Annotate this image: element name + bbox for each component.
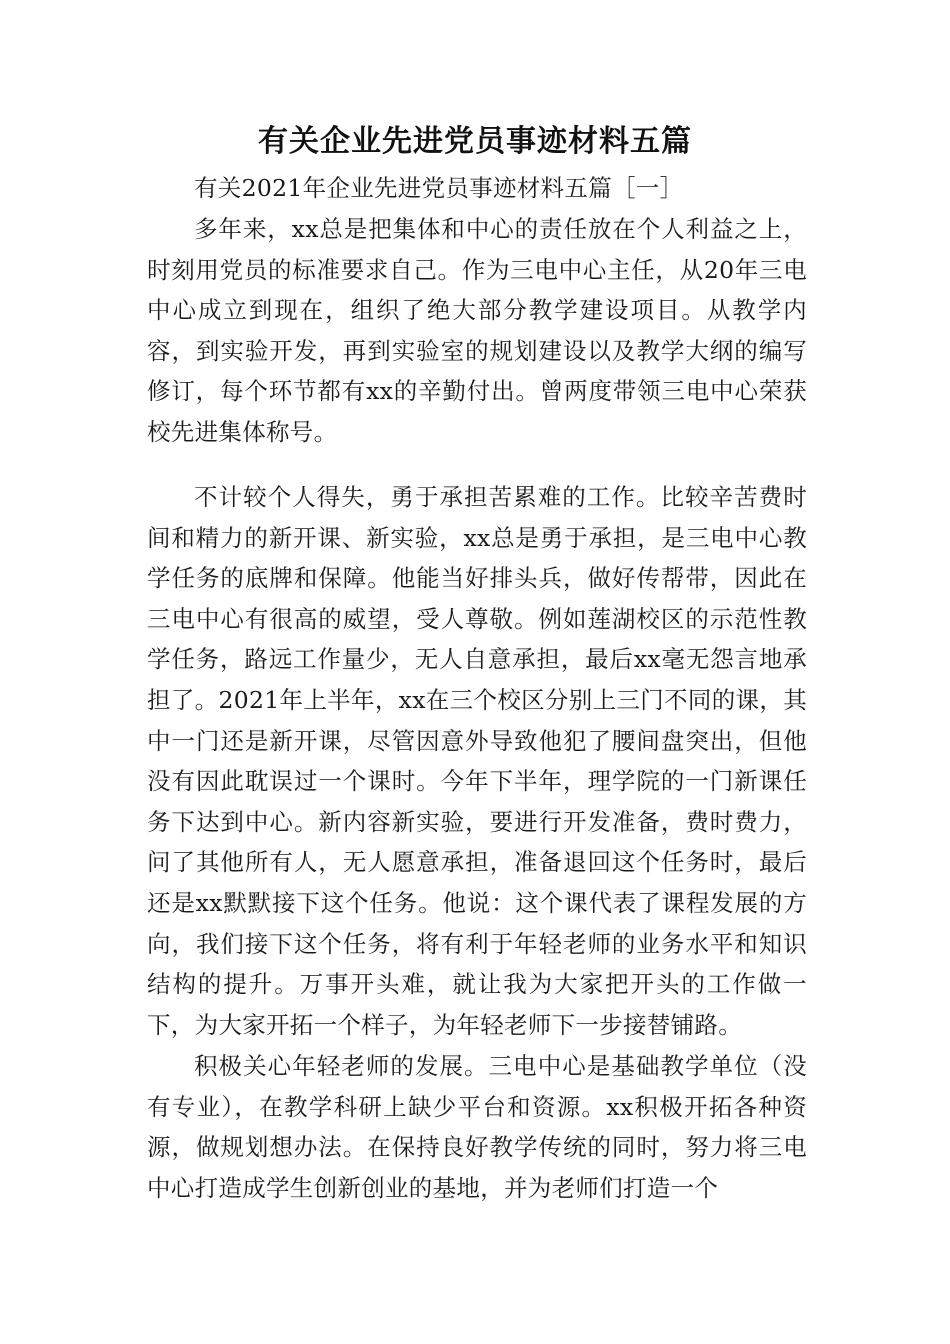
paragraph-2 — [147, 477, 807, 1045]
paragraph-3 — [147, 1046, 807, 1208]
document-title: 有关企业先进党员事迹材料五篇 — [258, 124, 692, 159]
paragraph-1-text: 多年来，xx总是把集体和中心的责任放在个人利益之上，时刻用党员的标准要求自己。作为三电中心主任，从20年三电中心成立到现在，组织了绝大部分教学建设项目。从教学内容，到实验开发，再到实验室的规划建设以及教学大纲的编写修订，每个环节都有xx的辛勤付出。曾两度带领三电中心荣获校先进集体称号。 — [147, 215, 807, 446]
paragraph-3-text: 积极关心年轻老师的发展。三电中心是基础教学单位（没有专业），在教学科研上缺少平台和资源。xx积极开拓各种资源，做规划想办法。在保持良好教学传统的同时，努力将三电中心打造成学生创新创业的基地，并为老师们打造一个 — [147, 1052, 807, 1202]
document-subtitle — [147, 168, 807, 209]
subtitle-text: 有关2021年企业先进党员事迹材料五篇［一］ — [194, 174, 684, 202]
paragraph-2-text: 不计较个人得失，勇于承担苦累难的工作。比较辛苦费时间和精力的新开课、新实验，xx总是勇于承担，是三电中心教学任务的底牌和保障。他能当好排头兵，做好传帮带，因此在三电中心有很高的威望，受人尊敬。例如莲湖校区的示范性教学任务，路远工作量少，无人自意承担，最后xx毫无怨言地承担了。2021年上半年，xx在三个校区分别上三门不同的课，其中一门还是新开课，尽管因意外导致他犯了腰间盘突出，但他没有因此耽误过一个课时。今年下半年，理学院的一门新课任务下达到中心。新内容新实验，要进行开发准备，费时费力，问了其他所有人，无人愿意承担，准备退回这个任务时，最后还是xx默默接下这个任务。他说：这个课代表了课程发展的方向，我们接下这个任务，将有利于年轻老师的业务水平和知识结构的提升。万事开头难，就让我为大家把开头的工作做一下，为大家开拓一个样子，为年轻老师下一步接替铺路。 — [147, 483, 807, 1039]
paragraph-1 — [147, 209, 807, 453]
